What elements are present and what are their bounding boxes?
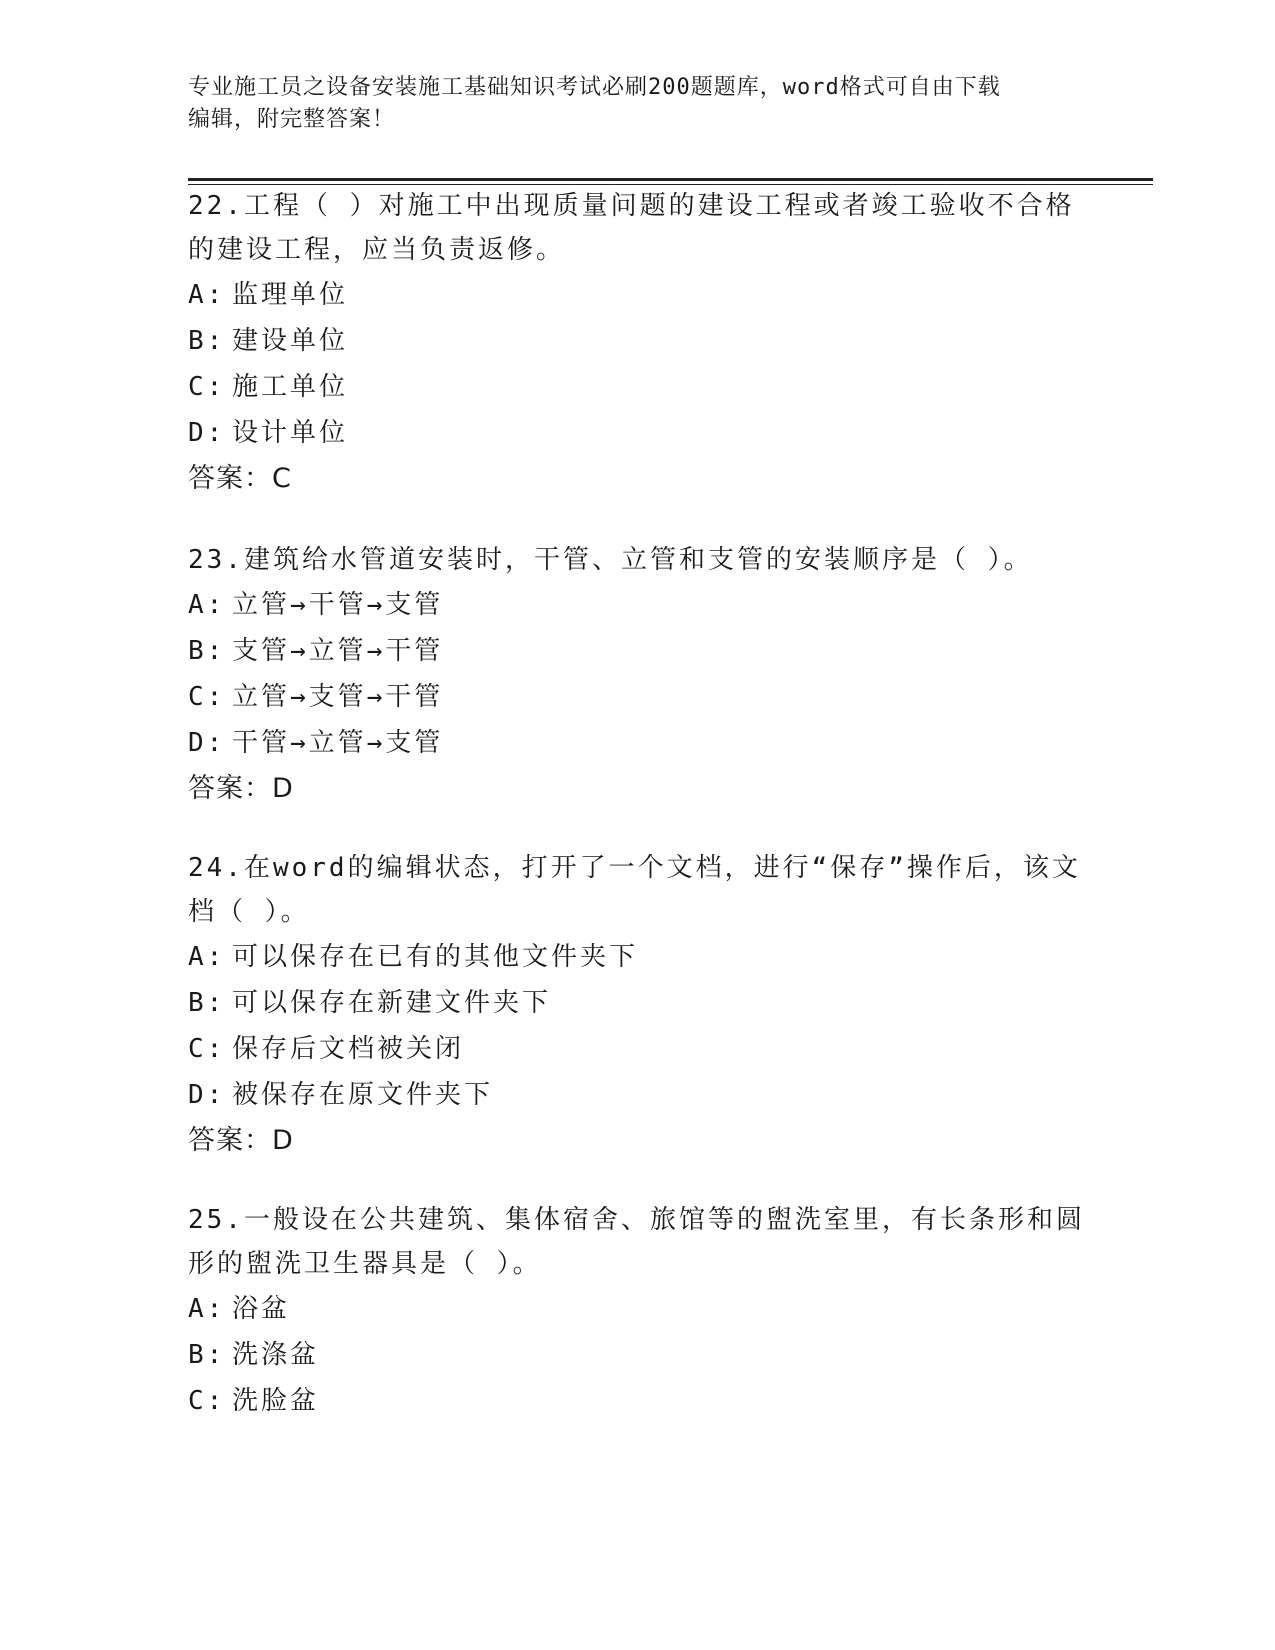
option-a bbox=[188, 582, 1088, 628]
option-d bbox=[188, 720, 1088, 766]
option-key: C: bbox=[188, 682, 226, 712]
option-c bbox=[188, 364, 1088, 410]
option-text: 洗脸盆 bbox=[232, 1386, 320, 1416]
option-text: 保存后文档被关闭 bbox=[232, 1034, 465, 1064]
question-stem: 22.工程（ ）对施工中出现质量问题的建设工程或者竣工验收不合格的建设工程，应当负责返修。 bbox=[188, 191, 1075, 265]
option-key: B: bbox=[188, 636, 226, 666]
option-b bbox=[188, 318, 1088, 364]
option-key: D: bbox=[188, 418, 226, 448]
option-a bbox=[188, 272, 1088, 318]
option-text: 被保存在原文件夹下 bbox=[232, 1080, 494, 1110]
option-text: 可以保存在已有的其他文件夹下 bbox=[232, 942, 639, 972]
option-key: C: bbox=[188, 372, 226, 402]
option-text: 建设单位 bbox=[232, 326, 349, 356]
header-line-2: 编辑，附完整答案！ bbox=[188, 107, 396, 132]
document-header bbox=[188, 72, 1068, 136]
option-b bbox=[188, 628, 1088, 674]
answer-line: 答案：D bbox=[188, 1125, 294, 1156]
option-key: A: bbox=[188, 280, 226, 310]
option-text: 监理单位 bbox=[232, 280, 349, 310]
option-text: 立管→支管→干管 bbox=[232, 682, 444, 712]
option-key: A: bbox=[188, 590, 226, 620]
option-b bbox=[188, 1332, 1088, 1378]
question-stem: 24.在word的编辑状态，打开了一个文档，进行“保存”操作后，该文档（ ）。 bbox=[188, 853, 1081, 927]
question-22 bbox=[188, 184, 1088, 502]
option-text: 支管→立管→干管 bbox=[232, 636, 444, 666]
option-c bbox=[188, 674, 1088, 720]
option-key: A: bbox=[188, 942, 226, 972]
option-key: B: bbox=[188, 988, 226, 1018]
option-key: C: bbox=[188, 1386, 226, 1416]
option-text: 干管→立管→支管 bbox=[232, 728, 444, 758]
option-text: 设计单位 bbox=[232, 418, 349, 448]
option-d bbox=[188, 410, 1088, 456]
answer-line: 答案：C bbox=[188, 463, 292, 494]
option-key: C: bbox=[188, 1034, 226, 1064]
option-c bbox=[188, 1378, 1088, 1424]
option-key: B: bbox=[188, 1340, 226, 1370]
option-key: B: bbox=[188, 326, 226, 356]
option-a bbox=[188, 1286, 1088, 1332]
option-text: 立管→干管→支管 bbox=[232, 590, 444, 620]
option-d bbox=[188, 1072, 1088, 1118]
option-key: D: bbox=[188, 1080, 226, 1110]
option-a bbox=[188, 934, 1088, 980]
answer-line: 答案：D bbox=[188, 773, 294, 804]
header-divider-thick bbox=[188, 178, 1153, 181]
question-23 bbox=[188, 538, 1088, 812]
option-text: 施工单位 bbox=[232, 372, 349, 402]
option-c bbox=[188, 1026, 1088, 1072]
option-key: A: bbox=[188, 1294, 226, 1324]
header-line-1: 专业施工员之设备安装施工基础知识考试必刷200题题库，word格式可自由下载 bbox=[188, 75, 1001, 100]
option-b bbox=[188, 980, 1088, 1026]
question-stem: 23.建筑给水管道安装时，干管、立管和支管的安装顺序是（ ）。 bbox=[188, 545, 1033, 575]
option-key: D: bbox=[188, 728, 226, 758]
question-25 bbox=[188, 1198, 1088, 1424]
option-text: 可以保存在新建文件夹下 bbox=[232, 988, 552, 1018]
option-text: 浴盆 bbox=[232, 1294, 291, 1324]
option-text: 洗涤盆 bbox=[232, 1340, 320, 1370]
question-stem: 25.一般设在公共建筑、集体宿舍、旅馆等的盥洗室里，有长条形和圆形的盥洗卫生器具是（ ）。 bbox=[188, 1205, 1085, 1279]
question-24 bbox=[188, 846, 1088, 1164]
